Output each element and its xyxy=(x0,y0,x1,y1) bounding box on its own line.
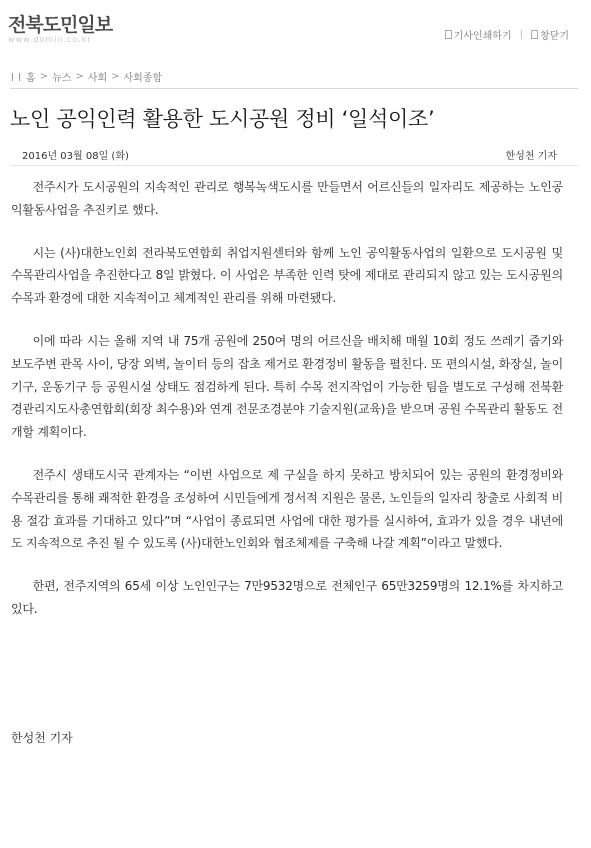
breadcrumb-society-general[interactable]: 사회종합 xyxy=(123,73,163,84)
breadcrumb-home[interactable]: 홈 xyxy=(26,73,36,84)
header-link-divider: | xyxy=(519,29,524,40)
article-title: 노인 공익인력 활용한 도시공원 정비 ‘일석이조’ xyxy=(10,107,435,131)
close-window-link[interactable] xyxy=(531,27,569,42)
site-url: www.domin.co.kr xyxy=(8,35,92,44)
article-paragraph: 한편, 전주지역의 65세 이상 노인인구는 7만9532명으로 전체인구 65만3259명의 12.1%를 차지하고 있다. xyxy=(11,579,563,616)
header-divider xyxy=(10,88,578,89)
print-icon xyxy=(445,30,452,39)
breadcrumb-news[interactable]: 뉴스 xyxy=(52,73,72,84)
close-window-icon xyxy=(531,30,538,39)
breadcrumb-separator: > xyxy=(111,71,120,82)
article-paragraph: 시는 (사)대한노인회 전라북도연합회 취업지원센터와 함께 노인 공익활동사업의 일환으로 도시공원 및 수목관리사업을 추진한다고 8일 밝혔다. 이 사업은 부족한 인력 탓에 제대로 관리되지 않고 있는 도시공원의 수목과 환경에 대한 지속적이고 체계적인 관리를 위해 마련됐다. xyxy=(11,245,563,306)
site-header xyxy=(0,0,591,58)
print-article-link[interactable] xyxy=(445,27,512,42)
breadcrumb-separator: > xyxy=(75,71,84,82)
header-links xyxy=(445,27,569,42)
breadcrumb-society[interactable]: 사회 xyxy=(87,73,108,84)
article-paragraph: 전주시가 도시공원의 지속적인 관리로 행복녹색도시를 만들면서 어르신들의 일자리도 제공하는 노인공익활동사업을 추진키로 했다. xyxy=(11,180,563,217)
breadcrumb-separator: > xyxy=(39,71,49,82)
meta-divider xyxy=(10,165,578,166)
print-article-label: 기사인쇄하기 xyxy=(453,31,512,42)
article-reporter: 한성천 기자 xyxy=(505,151,557,162)
article-byline: 한성천 기자 xyxy=(11,731,73,745)
article-date: 2016년 03월 08일 (화) xyxy=(22,151,129,162)
breadcrumb xyxy=(12,69,162,84)
home-icon xyxy=(12,73,20,81)
article-paragraph: 전주시 생태도시국 관계자는 “이번 사업으로 제 구실을 하지 못하고 방치되어 있는 공원의 환경정비와 수목관리를 통해 쾌적한 환경을 조성하여 시민들에게 정서적 지원은 물론, 노인들의 일자리 창출로 사회적 비용 절감 효과를 기대하고 있다”며 “사업이 종료되면 사업에 대한 평가를 실시하여, 효과가 있을 경우 내년에도 지속적으로 추진 될 수 있도록 (사)대한노인회와 협조체제를 구축해 나갈 계획”이라고 말했다. xyxy=(11,467,563,551)
article-body xyxy=(11,176,563,641)
close-window-label: 창닫기 xyxy=(540,31,569,42)
article-paragraph: 이에 따라 시는 올해 지역 내 75개 공원에 250여 명의 어르신을 배치해 매월 10회 정도 쓰레기 줍기와 보도주변 관목 사이, 당장 외벽, 놀이터 등의 잡초 제거로 환경정비 활동을 펼친다. 또 편의시설, 화장실, 놀이기구, 운동기구 등 공원시설 상태도 점검하게 된다. 특히 수목 전지작업이 가능한 팀을 별도로 구성해 전북환경관리지도사총연합회(회장 최수용)와 연계 전문조경분야 기술지원(교육)을 받으며 공원 수목관리 활동도 전개할 계획이다. xyxy=(11,333,563,440)
site-logo[interactable]: 전북도민일보 xyxy=(8,14,113,36)
